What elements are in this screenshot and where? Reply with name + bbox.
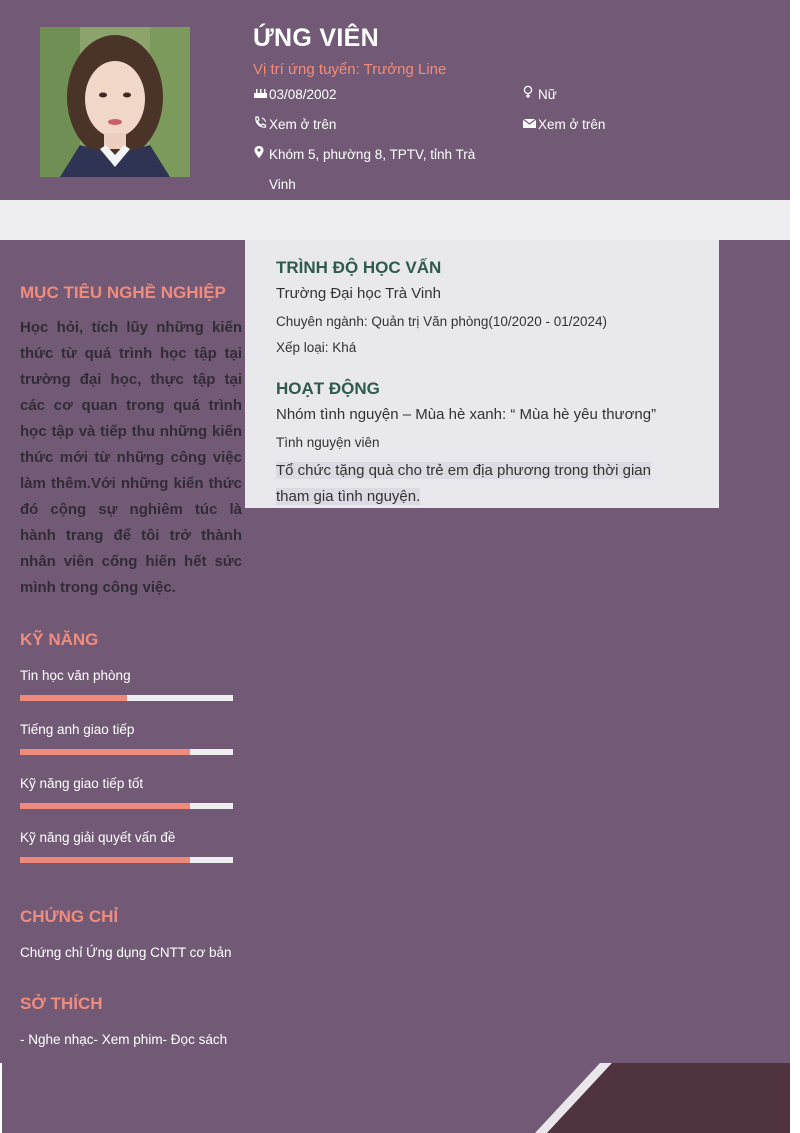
certificate-item: Chứng chỉ Ứng dụng CNTT cơ bản: [20, 945, 232, 960]
activity-group: Nhóm tình nguyện – Mùa hè xanh: “ Mùa hè yêu thương”: [276, 406, 657, 423]
skill-bar: [20, 803, 233, 809]
skill-bar-fill: [20, 857, 190, 863]
activity-role: Tình nguyện viên: [276, 435, 380, 450]
activities-heading: HOẠT ĐỘNG: [276, 379, 380, 398]
gender-row: [522, 80, 557, 110]
education-heading: TRÌNH ĐỘ HỌC VẤN: [276, 258, 442, 277]
address-row: [253, 140, 493, 200]
dob-row: [253, 80, 337, 110]
skill-label: Kỹ năng giải quyết vấn đề: [20, 830, 176, 845]
skill-label: Tin học văn phòng: [20, 668, 131, 683]
skill-label: Kỹ năng giao tiếp tốt: [20, 776, 144, 791]
activity-description-text: Tổ chức tặng quà cho trẻ em địa phương trong thời gian tham gia tình nguyện.: [276, 462, 651, 505]
skill-bar-fill: [20, 749, 190, 755]
certificates-heading: CHỨNG CHỈ: [20, 907, 119, 926]
hobbies-text: - Nghe nhạc- Xem phim- Đọc sách: [20, 1032, 228, 1047]
skill-item: [20, 776, 233, 791]
skill-bar: [20, 695, 233, 701]
email-value: Xem ở trên: [538, 117, 606, 132]
phone-icon: [253, 110, 269, 140]
dob-value: 03/08/2002: [269, 87, 337, 102]
skill-bar-fill: [20, 803, 190, 809]
school-name: Trường Đại học Trà Vinh: [276, 285, 441, 302]
objective-heading: MỤC TIÊU NGHỀ NGHIỆP: [20, 283, 226, 302]
hobbies-heading: SỞ THÍCH: [20, 994, 103, 1013]
skill-bar-fill: [20, 695, 127, 701]
skill-bar: [20, 749, 233, 755]
major-text: Chuyên ngành: Quản trị Văn phòng(10/2020 - 01/2024): [276, 314, 607, 329]
skill-item: [20, 722, 233, 737]
objective-text: Học hỏi, tích lũy những kiến thức từ quá trình học tập tại trường đại học, thực tập tại các cơ quan trong quá trình học tập và tiếp thu những kiến thức mới từ những công việc làm thêm.Với những kiến thức đó cộng sự nghiêm túc là hành trang để tôi trở thành nhân viên cống hiến hết sức mình trong công việc.: [20, 319, 242, 596]
female-icon: [522, 80, 538, 110]
email-row: [522, 110, 605, 140]
footer-decoration: [0, 1063, 790, 1133]
applied-position: Vị trí ứng tuyển: Trưởng Line: [253, 61, 447, 78]
skill-item: [20, 668, 233, 683]
header: [0, 0, 790, 200]
grade-text: Xếp loại: Khá: [276, 340, 357, 355]
phone-row: [253, 110, 336, 140]
content-panel: [245, 240, 719, 508]
skill-label: Tiếng anh giao tiếp: [20, 722, 135, 737]
skill-item: [20, 830, 233, 845]
skills-heading: KỸ NĂNG: [20, 630, 99, 649]
envelope-icon: [522, 110, 538, 140]
birthday-cake-icon: [253, 80, 269, 110]
gender-value: Nữ: [538, 87, 557, 102]
candidate-name: ỨNG VIÊN: [253, 24, 379, 52]
address-value: Khóm 5, phường 8, TPTV, tỉnh Trà Vinh: [269, 147, 476, 192]
divider-strip: [0, 200, 790, 240]
map-pin-icon: [253, 140, 269, 170]
avatar: [40, 27, 190, 177]
skill-bar: [20, 857, 233, 863]
activity-description: [276, 458, 686, 510]
phone-value: Xem ở trên: [269, 117, 337, 132]
